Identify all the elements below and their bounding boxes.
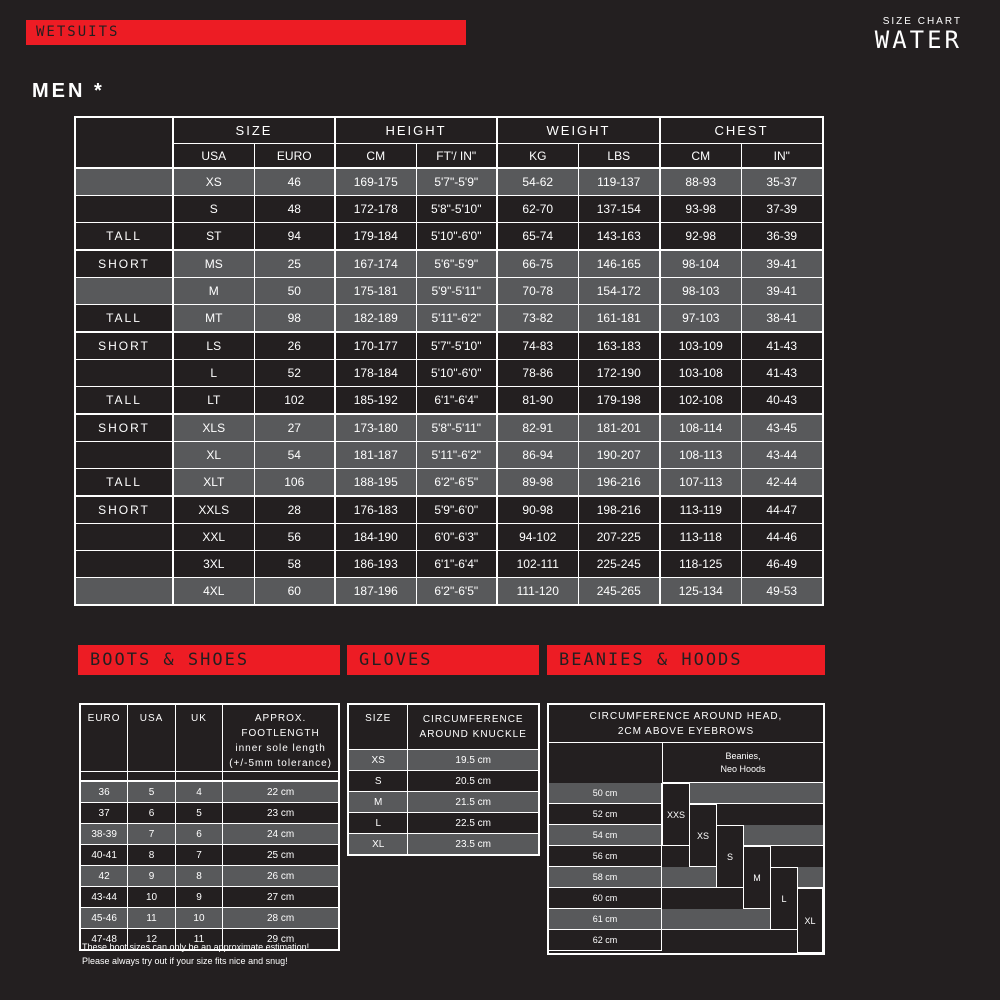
gloves-size: XL bbox=[348, 834, 408, 856]
chest-in: 44-46 bbox=[741, 524, 823, 551]
wetsuits-banner: WETSUITS bbox=[26, 20, 466, 45]
boots-footlength: 24 cm bbox=[223, 824, 339, 845]
weight-lbs: 198-216 bbox=[578, 496, 660, 524]
boots-uk: 8 bbox=[175, 866, 222, 887]
height-ftin: 6'1"-6'4" bbox=[416, 387, 497, 415]
boots-euro: 47-48 bbox=[80, 929, 128, 951]
subheader-ftin: FT'/ IN" bbox=[416, 144, 497, 169]
row-label bbox=[75, 578, 173, 606]
beanies-subheader: Beanies, Neo Hoods bbox=[662, 743, 823, 783]
height-cm: 167-174 bbox=[335, 250, 416, 278]
usa-size: MT bbox=[173, 305, 254, 333]
boots-usa: 8 bbox=[128, 845, 176, 866]
table-row bbox=[75, 250, 823, 278]
row-label: TALL bbox=[75, 469, 173, 497]
weight-lbs: 119-137 bbox=[578, 168, 660, 196]
height-ftin: 5'8"-5'10" bbox=[416, 196, 497, 223]
euro-size: 56 bbox=[254, 524, 335, 551]
height-cm: 172-178 bbox=[335, 196, 416, 223]
usa-size: M bbox=[173, 278, 254, 305]
boots-header-usa: USA bbox=[128, 704, 176, 772]
boots-note-line-2: Please always try out if your size fits nice and snug! bbox=[82, 956, 288, 966]
beanie-size-box: M bbox=[743, 846, 771, 909]
euro-size: 26 bbox=[254, 332, 335, 360]
gloves-circumference: 23.5 cm bbox=[408, 834, 539, 856]
usa-size: LT bbox=[173, 387, 254, 415]
subheader-cm: CM bbox=[335, 144, 416, 169]
group-header-height: HEIGHT bbox=[335, 117, 497, 144]
row-label bbox=[75, 524, 173, 551]
weight-kg: 73-82 bbox=[497, 305, 578, 333]
height-cm: 175-181 bbox=[335, 278, 416, 305]
euro-size: 50 bbox=[254, 278, 335, 305]
chest-in: 36-39 bbox=[741, 223, 823, 251]
gloves-header-circumference: CIRCUMFERENCE AROUND KNUCKLE bbox=[408, 704, 539, 750]
chest-in: 43-44 bbox=[741, 442, 823, 469]
boots-uk: 11 bbox=[175, 929, 222, 951]
row-label: SHORT bbox=[75, 250, 173, 278]
men-title: MEN * bbox=[32, 80, 105, 102]
chest-in: 49-53 bbox=[741, 578, 823, 606]
table-row bbox=[348, 792, 539, 813]
height-ftin: 5'9"-6'0" bbox=[416, 496, 497, 524]
chest-cm: 118-125 bbox=[660, 551, 741, 578]
row-label: SHORT bbox=[75, 332, 173, 360]
boots-footlength: 28 cm bbox=[223, 908, 339, 929]
height-cm: 179-184 bbox=[335, 223, 416, 251]
boots-note-line-1: These boot sizes can only be an approximate estimation! bbox=[82, 942, 310, 952]
table-row bbox=[80, 908, 339, 929]
height-cm: 178-184 bbox=[335, 360, 416, 387]
weight-kg: 90-98 bbox=[497, 496, 578, 524]
usa-size: ST bbox=[173, 223, 254, 251]
height-ftin: 5'7"-5'10" bbox=[416, 332, 497, 360]
height-ftin: 5'8"-5'11" bbox=[416, 414, 497, 442]
height-ftin: 5'11"-6'2" bbox=[416, 305, 497, 333]
subheader-usa: USA bbox=[173, 144, 254, 169]
euro-size: 48 bbox=[254, 196, 335, 223]
subheader-in: IN" bbox=[741, 144, 823, 169]
height-cm: 176-183 bbox=[335, 496, 416, 524]
chest-cm: 97-103 bbox=[660, 305, 741, 333]
boots-footlength: 29 cm bbox=[223, 929, 339, 951]
euro-size: 58 bbox=[254, 551, 335, 578]
table-row bbox=[75, 223, 823, 251]
beanie-size-box: S bbox=[716, 825, 744, 888]
boots-footlength: 25 cm bbox=[223, 845, 339, 866]
weight-lbs: 196-216 bbox=[578, 469, 660, 497]
gloves-header-size: SIZE bbox=[348, 704, 408, 750]
usa-size: MS bbox=[173, 250, 254, 278]
euro-size: 102 bbox=[254, 387, 335, 415]
chest-cm: 113-119 bbox=[660, 496, 741, 524]
weight-kg: 66-75 bbox=[497, 250, 578, 278]
height-ftin: 5'11"-6'2" bbox=[416, 442, 497, 469]
weight-lbs: 179-198 bbox=[578, 387, 660, 415]
chest-in: 39-41 bbox=[741, 278, 823, 305]
spacer bbox=[223, 772, 339, 782]
weight-lbs: 137-154 bbox=[578, 196, 660, 223]
boots-uk: 10 bbox=[175, 908, 222, 929]
table-row bbox=[75, 278, 823, 305]
euro-size: 25 bbox=[254, 250, 335, 278]
brand-logo bbox=[875, 16, 962, 53]
brand-small: SIZE CHART bbox=[882, 16, 962, 27]
usa-size: 3XL bbox=[173, 551, 254, 578]
beanies-header: CIRCUMFERENCE AROUND HEAD, 2CM ABOVE EYEBROWS bbox=[549, 705, 823, 743]
chest-cm: 107-113 bbox=[660, 469, 741, 497]
beanie-cm-row: 61 cm bbox=[549, 909, 662, 930]
chest-cm: 93-98 bbox=[660, 196, 741, 223]
boots-uk: 5 bbox=[175, 803, 222, 824]
weight-kg: 111-120 bbox=[497, 578, 578, 606]
weight-kg: 102-111 bbox=[497, 551, 578, 578]
chest-in: 35-37 bbox=[741, 168, 823, 196]
gloves-size: M bbox=[348, 792, 408, 813]
table-row bbox=[75, 332, 823, 360]
weight-kg: 54-62 bbox=[497, 168, 578, 196]
weight-kg: 70-78 bbox=[497, 278, 578, 305]
height-ftin: 6'0"-6'3" bbox=[416, 524, 497, 551]
chest-in: 44-47 bbox=[741, 496, 823, 524]
table-row bbox=[80, 845, 339, 866]
table-row bbox=[75, 360, 823, 387]
weight-lbs: 181-201 bbox=[578, 414, 660, 442]
weight-kg: 62-70 bbox=[497, 196, 578, 223]
euro-size: 94 bbox=[254, 223, 335, 251]
spacer bbox=[80, 772, 128, 782]
beanie-cm-row: 62 cm bbox=[549, 930, 662, 951]
height-ftin: 5'6"-5'9" bbox=[416, 250, 497, 278]
boots-uk: 6 bbox=[175, 824, 222, 845]
chest-in: 37-39 bbox=[741, 196, 823, 223]
table-row bbox=[75, 196, 823, 223]
chest-in: 41-43 bbox=[741, 360, 823, 387]
boots-euro: 43-44 bbox=[80, 887, 128, 908]
group-header-size: SIZE bbox=[173, 117, 335, 144]
boots-footlength: 26 cm bbox=[223, 866, 339, 887]
table-row bbox=[348, 750, 539, 771]
height-cm: 173-180 bbox=[335, 414, 416, 442]
beanie-size-box: L bbox=[770, 867, 798, 930]
gloves-circumference: 22.5 cm bbox=[408, 813, 539, 834]
weight-lbs: 225-245 bbox=[578, 551, 660, 578]
height-ftin: 5'10"-6'0" bbox=[416, 223, 497, 251]
group-header-chest: CHEST bbox=[660, 117, 823, 144]
row-label bbox=[75, 442, 173, 469]
gloves-circumference: 21.5 cm bbox=[408, 792, 539, 813]
boots-euro: 42 bbox=[80, 866, 128, 887]
table-row bbox=[348, 771, 539, 792]
weight-kg: 94-102 bbox=[497, 524, 578, 551]
euro-size: 60 bbox=[254, 578, 335, 606]
beanies-banner: BEANIES & HOODS bbox=[547, 645, 825, 675]
subheader-chest-cm: CM bbox=[660, 144, 741, 169]
chest-in: 46-49 bbox=[741, 551, 823, 578]
weight-kg: 78-86 bbox=[497, 360, 578, 387]
boots-footlength: 22 cm bbox=[223, 781, 339, 803]
table-row bbox=[75, 524, 823, 551]
height-cm: 186-193 bbox=[335, 551, 416, 578]
euro-size: 52 bbox=[254, 360, 335, 387]
height-ftin: 6'1"-6'4" bbox=[416, 551, 497, 578]
euro-size: 98 bbox=[254, 305, 335, 333]
chest-cm: 98-103 bbox=[660, 278, 741, 305]
height-cm: 170-177 bbox=[335, 332, 416, 360]
boots-header-footlength: APPROX. FOOTLENGTH inner sole length (+/-5mm tolerance) bbox=[223, 704, 339, 772]
weight-kg: 65-74 bbox=[497, 223, 578, 251]
boots-euro: 38-39 bbox=[80, 824, 128, 845]
chest-cm: 98-104 bbox=[660, 250, 741, 278]
boots-euro: 37 bbox=[80, 803, 128, 824]
usa-size: XXLS bbox=[173, 496, 254, 524]
row-label: SHORT bbox=[75, 496, 173, 524]
corner-cell bbox=[75, 117, 173, 168]
chest-cm: 103-109 bbox=[660, 332, 741, 360]
table-row bbox=[80, 887, 339, 908]
height-ftin: 5'10"-6'0" bbox=[416, 360, 497, 387]
gloves-banner: GLOVES bbox=[347, 645, 539, 675]
height-ftin: 6'2"-6'5" bbox=[416, 469, 497, 497]
gloves-size: S bbox=[348, 771, 408, 792]
usa-size: 4XL bbox=[173, 578, 254, 606]
boots-euro: 40-41 bbox=[80, 845, 128, 866]
euro-size: 28 bbox=[254, 496, 335, 524]
chest-cm: 125-134 bbox=[660, 578, 741, 606]
table-row bbox=[75, 469, 823, 497]
height-cm: 181-187 bbox=[335, 442, 416, 469]
chest-cm: 108-114 bbox=[660, 414, 741, 442]
boots-usa: 7 bbox=[128, 824, 176, 845]
row-label bbox=[75, 551, 173, 578]
row-label bbox=[75, 360, 173, 387]
beanies-size-chart bbox=[547, 703, 825, 955]
table-row bbox=[348, 834, 539, 856]
row-label bbox=[75, 278, 173, 305]
height-cm: 187-196 bbox=[335, 578, 416, 606]
spacer bbox=[175, 772, 222, 782]
chest-cm: 102-108 bbox=[660, 387, 741, 415]
wetsuit-size-table bbox=[74, 116, 824, 606]
chest-in: 42-44 bbox=[741, 469, 823, 497]
beanie-cm-row: 52 cm bbox=[549, 804, 662, 825]
weight-lbs: 207-225 bbox=[578, 524, 660, 551]
table-row bbox=[75, 496, 823, 524]
boots-uk: 4 bbox=[175, 781, 222, 803]
table-row bbox=[75, 168, 823, 196]
usa-size: XLS bbox=[173, 414, 254, 442]
boots-usa: 12 bbox=[128, 929, 176, 951]
chest-cm: 88-93 bbox=[660, 168, 741, 196]
beanie-size-box: XL bbox=[797, 888, 823, 953]
row-label bbox=[75, 168, 173, 196]
row-label: SHORT bbox=[75, 414, 173, 442]
boots-footlength: 27 cm bbox=[223, 887, 339, 908]
boots-header-uk: UK bbox=[175, 704, 222, 772]
boots-euro: 36 bbox=[80, 781, 128, 803]
boots-usa: 10 bbox=[128, 887, 176, 908]
boots-usa: 9 bbox=[128, 866, 176, 887]
chest-cm: 92-98 bbox=[660, 223, 741, 251]
euro-size: 54 bbox=[254, 442, 335, 469]
chest-cm: 113-118 bbox=[660, 524, 741, 551]
row-label: TALL bbox=[75, 223, 173, 251]
weight-lbs: 245-265 bbox=[578, 578, 660, 606]
gloves-size: L bbox=[348, 813, 408, 834]
gloves-circumference: 20.5 cm bbox=[408, 771, 539, 792]
table-row bbox=[75, 387, 823, 415]
usa-size: XS bbox=[173, 168, 254, 196]
height-cm: 184-190 bbox=[335, 524, 416, 551]
beanie-cm-row: 60 cm bbox=[549, 888, 662, 909]
beanie-size-box: XXS bbox=[662, 783, 690, 846]
brand-big: WATER bbox=[874, 26, 962, 54]
boots-uk: 7 bbox=[175, 845, 222, 866]
table-row bbox=[75, 578, 823, 606]
weight-kg: 86-94 bbox=[497, 442, 578, 469]
table-row bbox=[80, 824, 339, 845]
weight-kg: 81-90 bbox=[497, 387, 578, 415]
height-cm: 188-195 bbox=[335, 469, 416, 497]
usa-size: L bbox=[173, 360, 254, 387]
euro-size: 27 bbox=[254, 414, 335, 442]
table-row bbox=[80, 781, 339, 803]
group-header-weight: WEIGHT bbox=[497, 117, 660, 144]
gloves-size-table bbox=[347, 703, 540, 856]
euro-size: 106 bbox=[254, 469, 335, 497]
height-ftin: 6'2"-6'5" bbox=[416, 578, 497, 606]
subheader-euro: EURO bbox=[254, 144, 335, 169]
weight-kg: 74-83 bbox=[497, 332, 578, 360]
row-label: TALL bbox=[75, 305, 173, 333]
beanie-cm-row: 54 cm bbox=[549, 825, 662, 846]
euro-size: 46 bbox=[254, 168, 335, 196]
weight-lbs: 161-181 bbox=[578, 305, 660, 333]
chest-cm: 108-113 bbox=[660, 442, 741, 469]
weight-lbs: 154-172 bbox=[578, 278, 660, 305]
table-row bbox=[75, 442, 823, 469]
weight-lbs: 143-163 bbox=[578, 223, 660, 251]
boots-note bbox=[82, 940, 309, 968]
boots-banner: BOOTS & SHOES bbox=[78, 645, 340, 675]
boots-footlength: 23 cm bbox=[223, 803, 339, 824]
weight-kg: 89-98 bbox=[497, 469, 578, 497]
chest-in: 40-43 bbox=[741, 387, 823, 415]
chest-in: 41-43 bbox=[741, 332, 823, 360]
height-cm: 169-175 bbox=[335, 168, 416, 196]
gloves-size: XS bbox=[348, 750, 408, 771]
boots-uk: 9 bbox=[175, 887, 222, 908]
gloves-circumference: 19.5 cm bbox=[408, 750, 539, 771]
height-cm: 185-192 bbox=[335, 387, 416, 415]
row-label: TALL bbox=[75, 387, 173, 415]
beanie-size-box: XS bbox=[689, 804, 717, 867]
table-row bbox=[80, 866, 339, 887]
chest-in: 38-41 bbox=[741, 305, 823, 333]
weight-lbs: 163-183 bbox=[578, 332, 660, 360]
usa-size: XXL bbox=[173, 524, 254, 551]
beanie-cm-row: 50 cm bbox=[549, 783, 662, 804]
boots-usa: 11 bbox=[128, 908, 176, 929]
subheader-lbs: LBS bbox=[578, 144, 660, 169]
boots-header-euro: EURO bbox=[80, 704, 128, 772]
weight-lbs: 146-165 bbox=[578, 250, 660, 278]
weight-kg: 82-91 bbox=[497, 414, 578, 442]
beanie-cm-row: 56 cm bbox=[549, 846, 662, 867]
usa-size: XL bbox=[173, 442, 254, 469]
weight-lbs: 172-190 bbox=[578, 360, 660, 387]
table-row bbox=[75, 551, 823, 578]
table-row bbox=[75, 414, 823, 442]
table-row bbox=[80, 803, 339, 824]
table-row bbox=[348, 813, 539, 834]
boots-usa: 6 bbox=[128, 803, 176, 824]
table-row bbox=[75, 305, 823, 333]
boots-usa: 5 bbox=[128, 781, 176, 803]
subheader-kg: KG bbox=[497, 144, 578, 169]
usa-size: XLT bbox=[173, 469, 254, 497]
chest-cm: 103-108 bbox=[660, 360, 741, 387]
height-ftin: 5'9"-5'11" bbox=[416, 278, 497, 305]
weight-lbs: 190-207 bbox=[578, 442, 660, 469]
spacer bbox=[128, 772, 176, 782]
height-cm: 182-189 bbox=[335, 305, 416, 333]
boots-size-table bbox=[79, 703, 340, 951]
height-ftin: 5'7"-5'9" bbox=[416, 168, 497, 196]
chest-in: 39-41 bbox=[741, 250, 823, 278]
usa-size: S bbox=[173, 196, 254, 223]
beanie-cm-row: 58 cm bbox=[549, 867, 662, 888]
row-label bbox=[75, 196, 173, 223]
boots-euro: 45-46 bbox=[80, 908, 128, 929]
usa-size: LS bbox=[173, 332, 254, 360]
chest-in: 43-45 bbox=[741, 414, 823, 442]
